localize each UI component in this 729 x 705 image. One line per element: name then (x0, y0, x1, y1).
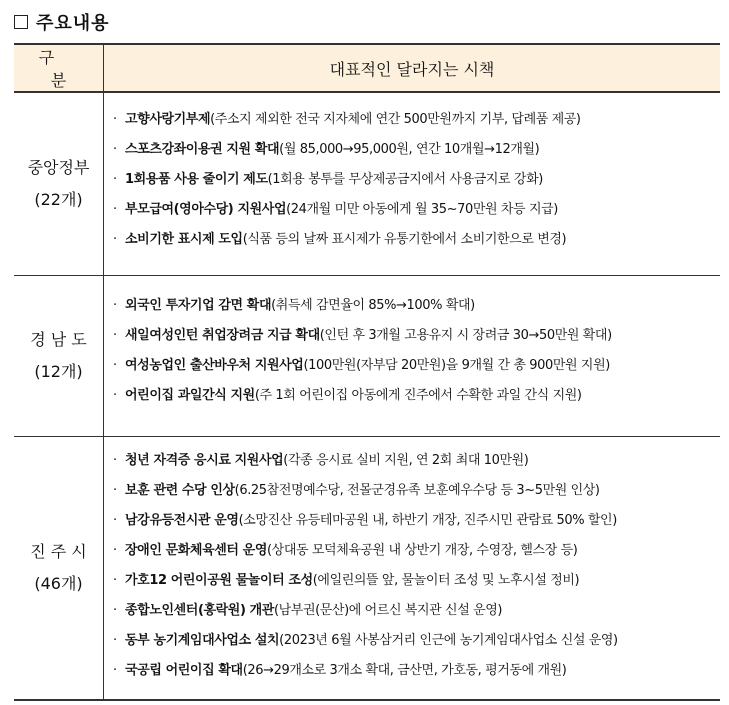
category-count: (46개) (34, 573, 83, 593)
bullet-dot-icon: · (113, 387, 117, 403)
category-name: 경 남 도 (30, 329, 87, 349)
bullet-dot-icon: · (113, 632, 117, 648)
category-cell (14, 92, 104, 275)
list-item (113, 351, 720, 381)
bullet-dot-icon: · (113, 572, 117, 588)
policy-title: 국공립 어린이집 확대 (125, 662, 243, 678)
list-item (113, 446, 720, 476)
list-item (113, 135, 720, 165)
policy-detail: (상대동 모덕체육공원 내 상반기 개장, 수영장, 헬스장 등) (267, 542, 578, 558)
list-item (113, 506, 720, 536)
policy-detail: (100만원(자부담 20만원)을 9개월 간 총 900만원 지원) (303, 357, 610, 373)
list-item (113, 225, 720, 255)
bullet-dot-icon: · (113, 357, 117, 373)
section-title: 주요내용 (36, 13, 110, 34)
policy-title: 남강유등전시관 운영 (125, 512, 239, 528)
policy-title: 고향사랑기부제 (125, 112, 211, 127)
bullet-dot-icon: · (113, 297, 117, 313)
list-item (113, 381, 720, 411)
category-name: 중앙정부 (27, 157, 90, 177)
list-item (113, 626, 720, 656)
list-item (113, 536, 720, 566)
bullet-dot-icon: · (113, 452, 117, 468)
policy-detail: (주소지 제외한 전국 지자체에 연간 500만원까지 기부, 답례품 제공) (210, 112, 581, 127)
policy-detail: (26→29개소로 3개소 확대, 금산면, 가호동, 평거동에 개원) (242, 662, 567, 678)
policy-detail: (식품 등의 날짜 표시제가 유통기한에서 소비기한으로 변경) (242, 232, 567, 247)
policy-title: 외국인 투자기업 감면 확대 (125, 297, 272, 313)
policy-detail: (인턴 후 3개월 고용유지 시 장려금 30→50만원 확대) (319, 327, 612, 343)
bullet-dot-icon: · (113, 662, 117, 678)
category-cell (14, 275, 104, 436)
bullet-dot-icon: · (113, 202, 117, 217)
policy-list (104, 276, 720, 411)
policy-list (104, 93, 720, 255)
policy-title: 스포츠강좌이용권 지원 확대 (125, 142, 280, 157)
policy-detail: (취득세 감면율이 85%→100% 확대) (271, 297, 475, 313)
bullet-dot-icon: · (113, 602, 117, 618)
policy-detail: (2023년 6월 사봉삼거리 인근에 농기계임대사업소 신설 운영) (279, 632, 618, 648)
category-cell (14, 436, 104, 700)
section-header (14, 9, 110, 35)
policy-title: 청년 자격증 응시료 지원사업 (125, 452, 284, 468)
policy-title: 1회용품 사용 줄이기 제도 (125, 172, 268, 187)
policy-title: 가호12 어린이공원 물놀이터 조성 (125, 572, 313, 588)
table-row (14, 436, 720, 700)
policy-title: 동부 농기계임대사업소 설치 (125, 632, 280, 648)
bullet-dot-icon: · (113, 142, 117, 157)
policy-detail: (주 1회 어린이집 아동에게 진주에서 수확한 과일 간식 지원) (254, 387, 582, 403)
policy-list-cell (104, 92, 721, 275)
bullet-dot-icon: · (113, 482, 117, 498)
table-row (14, 92, 720, 275)
bullet-dot-icon: · (113, 327, 117, 343)
bullet-dot-icon: · (113, 112, 117, 127)
policy-title: 보훈 관련 수당 인상 (125, 482, 235, 498)
policy-list-cell (104, 436, 721, 700)
policy-title: 부모급여(영아수당) 지원사업 (125, 202, 287, 217)
list-item (113, 321, 720, 351)
policy-title: 소비기한 표시제 도입 (125, 232, 243, 247)
category-name: 진 주 시 (30, 541, 87, 561)
policy-detail: (24개월 미만 아동에게 월 35~70만원 차등 지급) (286, 202, 558, 217)
policy-title: 어린이집 과일간식 지원 (125, 387, 255, 403)
list-item (113, 656, 720, 686)
table-header-row (14, 44, 720, 92)
category-count: (12개) (34, 361, 83, 381)
checkbox-square-icon (14, 15, 28, 29)
bullet-dot-icon: · (113, 512, 117, 528)
category-count: (22개) (34, 189, 83, 209)
policy-table (14, 43, 720, 701)
policy-detail: (에일린의뜰 앞, 물놀이터 조성 및 노후시설 정비) (312, 572, 580, 588)
policy-detail: (남부권(문산)에 어르신 복지관 신설 운영) (273, 602, 503, 618)
list-item (113, 566, 720, 596)
policy-list (104, 437, 720, 686)
policy-detail: (소망진산 유등테마공원 내, 하반기 개장, 진주시민 관람료 50% 할인) (238, 512, 617, 528)
list-item (113, 596, 720, 626)
bullet-dot-icon: · (113, 232, 117, 247)
bullet-dot-icon: · (113, 172, 117, 187)
list-item (113, 291, 720, 321)
policy-list-cell (104, 275, 721, 436)
list-item (113, 165, 720, 195)
header-category: 구 분 (14, 44, 104, 92)
table-row (14, 275, 720, 436)
list-item (113, 195, 720, 225)
policy-title: 장애인 문화체육센터 운영 (125, 542, 267, 558)
bullet-dot-icon: · (113, 542, 117, 558)
policy-detail: (월 85,000→95,000원, 연간 10개월→12개월) (279, 142, 540, 157)
policy-title: 새일여성인턴 취업장려금 지급 확대 (125, 327, 320, 343)
policy-title: 종합노인센터(홍락원) 개관 (125, 602, 274, 618)
policy-detail: (6.25참전명예수당, 전몰군경유족 보훈예우수당 등 3~5만원 인상) (234, 482, 600, 498)
policy-detail: (각종 응시료 실비 지원, 연 2회 최대 10만원) (283, 452, 529, 468)
policy-detail: (1회용 봉투를 무상제공금지에서 사용금지로 강화) (267, 172, 543, 187)
header-policies: 대표적인 달라지는 시책 (104, 44, 721, 92)
policy-title: 여성농업인 출산바우처 지원사업 (125, 357, 304, 373)
list-item (113, 476, 720, 506)
list-item (113, 105, 720, 135)
